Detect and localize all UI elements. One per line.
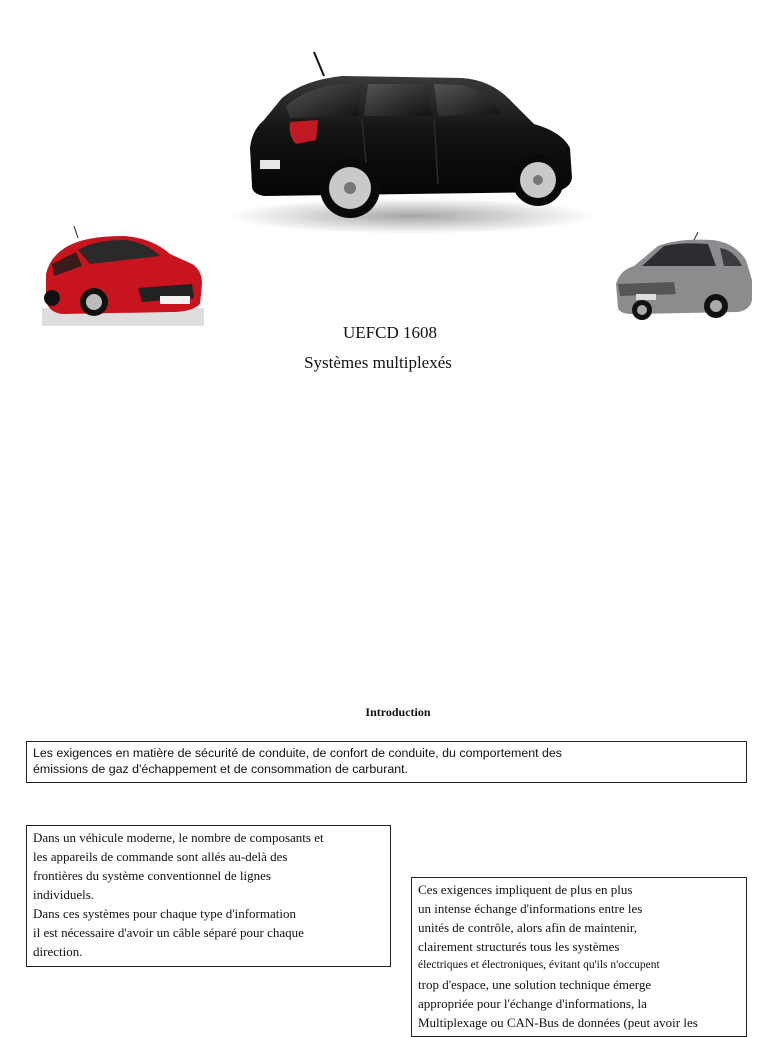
- grey-minivan-car-icon: [612, 230, 756, 324]
- left-text-box: [26, 825, 391, 967]
- right-box-line: Multiplexage ou CAN-Bus de données (peut avoir les: [418, 1015, 698, 1030]
- right-text-box: [411, 877, 747, 1037]
- right-box-line: Ces exigences impliquent de plus en plus: [418, 882, 633, 897]
- introduction-text-box: [26, 741, 747, 783]
- left-box-line: direction.: [33, 944, 83, 959]
- red-hatchback-car-icon: [42, 224, 204, 326]
- black-hatchback-car-icon: [212, 18, 608, 290]
- introduction-line: Les exigences en matière de sécurité de conduite, de confort de conduite, du comportement des: [33, 746, 562, 760]
- grey-minivan-car-image: [612, 230, 756, 324]
- introduction-heading: Introduction: [365, 705, 431, 719]
- left-box-line: Dans ces systèmes pour chaque type d'information: [33, 906, 296, 921]
- left-box-line: Dans un véhicule moderne, le nombre de composants et: [33, 830, 324, 845]
- document-title: Systèmes multiplexés: [304, 353, 452, 372]
- left-box-line: les appareils de commande sont allés au-delà des: [33, 849, 288, 864]
- right-box-line: électriques et électroniques, évitant qu'ils n'occupent: [418, 959, 660, 971]
- red-hatchback-car-image: [42, 224, 204, 326]
- left-box-line: individuels.: [33, 887, 95, 902]
- right-box-line: clairement structurés tous les systèmes: [418, 939, 620, 954]
- left-box-line: il est nécessaire d'avoir un câble séparé pour chaque: [33, 925, 304, 940]
- left-box-line: frontières du système conventionnel de lignes: [33, 868, 271, 883]
- black-hatchback-car-image: [212, 18, 608, 290]
- right-box-line: un intense échange d'informations entre les: [418, 901, 643, 916]
- right-box-line: trop d'espace, une solution technique émerge: [418, 977, 652, 992]
- introduction-line: émissions de gaz d'échappement et de consommation de carburant.: [33, 762, 408, 776]
- right-box-line: unités de contrôle, alors afin de maintenir,: [418, 920, 637, 935]
- right-box-line: appropriée pour l'échange d'informations, la: [418, 996, 647, 1011]
- course-code: UEFCD 1608: [343, 323, 437, 342]
